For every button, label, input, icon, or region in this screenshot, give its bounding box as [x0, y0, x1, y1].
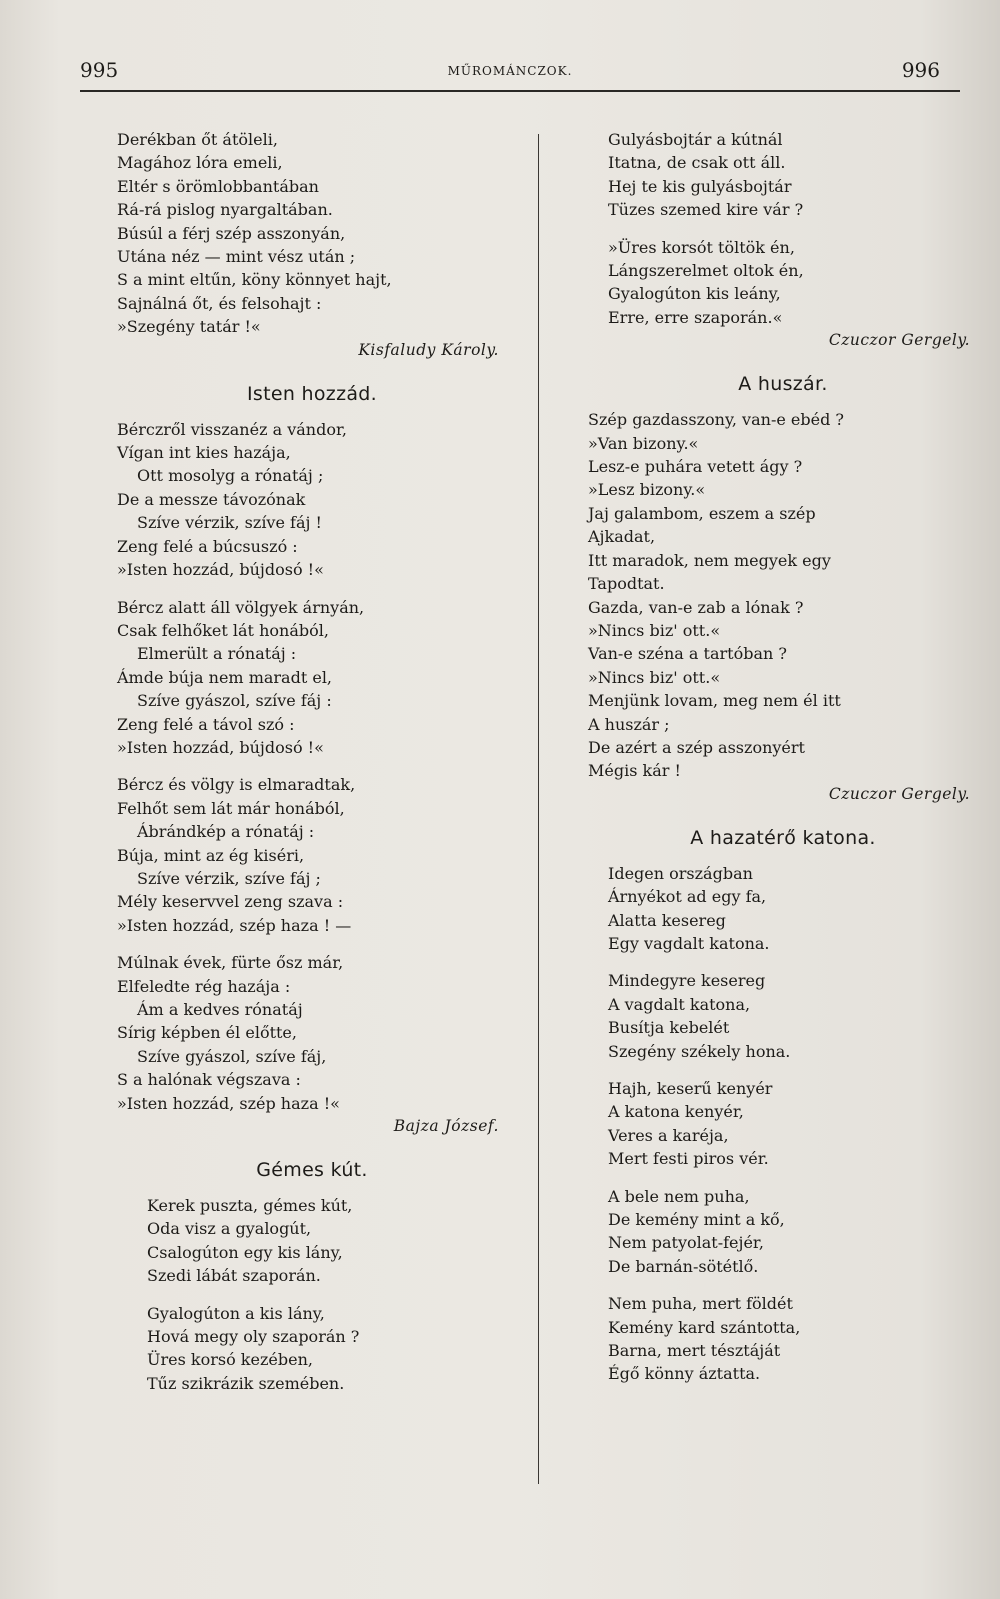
poem-gemes-kut — [117, 1156, 507, 1395]
poem-author: Czuczor Gergely. — [828, 331, 970, 350]
left-column — [117, 128, 507, 1395]
poem-line: De a messze távozónak — [117, 489, 306, 509]
stanza-gap — [117, 937, 507, 951]
poem-line: De kemény mint a kő, — [608, 1210, 785, 1230]
poem-line: Idegen országban — [608, 863, 753, 883]
poem-line: »Nincs biz' ott.« — [588, 620, 721, 640]
stanza-gap — [588, 1171, 978, 1185]
poem-line: »Szegény tatár !« — [117, 317, 261, 337]
poem-line: »Isten hozzád, szép haza !« — [117, 1093, 340, 1113]
poem-line: Ámde búja nem maradt el, — [117, 667, 333, 687]
poem-line: Elfeledte rég hazája : — [117, 976, 291, 996]
poem-line: Zeng felé a búcsuszó : — [117, 536, 298, 556]
poem-line: Szegény székely hona. — [608, 1041, 791, 1061]
poem-line: Égő könny áztatta. — [608, 1364, 761, 1384]
poem-line: »Van bizony.« — [588, 433, 699, 453]
poem-fragment — [117, 128, 507, 362]
poem-line: »Nincs biz' ott.« — [588, 667, 721, 687]
poem-line: A huszár ; — [588, 714, 670, 734]
page-number-right: 996 — [901, 58, 940, 82]
poem-line: »Isten hozzád, bújdosó !« — [117, 737, 324, 757]
stanza-gap — [588, 1063, 978, 1077]
poem-line: »Isten hozzád, bújdosó !« — [117, 560, 324, 580]
poem-line: Lángszerelmet oltok én, — [608, 261, 804, 281]
poem-line: Bérczről visszanéz a vándor, — [117, 419, 347, 439]
poem-line: Kemény kard szántotta, — [608, 1317, 801, 1337]
poem-line: Jaj galambom, eszem a szép — [588, 503, 816, 523]
poem-line: Sajnálná őt, és felsohajt : — [117, 293, 322, 313]
running-title: MŰROMÁNCZOK. — [447, 64, 573, 78]
poem-line: Itatna, de csak ott áll. — [608, 153, 786, 173]
poem-line: A bele nem puha, — [608, 1186, 750, 1206]
poem-line: Nem patyolat-fejér, — [608, 1233, 764, 1253]
poem-line: Veres a karéja, — [608, 1125, 729, 1145]
poem-line: Lesz-e puhára vetett ágy ? — [588, 457, 803, 477]
poem-line: Szíve gyászol, szíve fáj : — [137, 691, 332, 711]
poem-line: Bércz alatt áll völgyek árnyán, — [117, 597, 365, 617]
stanza-gap — [588, 955, 978, 969]
poem-line: Gyalogúton kis leány, — [608, 284, 781, 304]
stanza-gap — [117, 759, 507, 773]
poem-line: Szíve vérzik, szíve fáj ; — [137, 868, 321, 888]
poem-line: »Üres korsót töltök én, — [608, 237, 795, 257]
poem-line: Alatta kesereg — [608, 910, 726, 930]
poem-line: S a mint eltűn, köny könnyet hajt, — [117, 270, 392, 290]
poem-line: Itt maradok, nem megyek egy — [588, 550, 831, 570]
poem-author: Bajza József. — [393, 1117, 499, 1136]
poem-line: Mert festi piros vér. — [608, 1149, 769, 1169]
poem-title: Gémes kút. — [256, 1159, 368, 1182]
poem-line: Erre, erre szaporán.« — [608, 307, 783, 327]
poem-line: Hej te kis gulyásbojtár — [608, 176, 792, 196]
poem-line: Zeng felé a távol szó : — [117, 714, 295, 734]
poem-line: Bércz és völgy is elmaradtak, — [117, 775, 356, 795]
running-header — [80, 58, 940, 86]
poem-line: Csalogúton egy kis lány, — [147, 1242, 343, 1262]
poem-line: Mégis kár ! — [588, 761, 681, 781]
poem-gemes-kut-continued — [588, 128, 978, 352]
poem-line: Tűz szikrázik szemében. — [147, 1373, 345, 1393]
poem-line: Van-e széna a tartóban ? — [588, 644, 787, 664]
poem-line: Ábrándkép a rónatáj : — [137, 822, 315, 842]
poem-author: Kisfaludy Károly. — [358, 340, 499, 359]
column-divider — [538, 134, 539, 1484]
poem-line: Gazda, van-e zab a lónak ? — [588, 597, 804, 617]
poem-line: Gyalogúton a kis lány, — [147, 1303, 325, 1323]
poem-line: Szíve gyászol, szíve fáj, — [137, 1046, 327, 1066]
poem-line: Hajh, keserű kenyér — [608, 1079, 773, 1098]
right-column — [588, 128, 978, 1386]
header-rule — [80, 90, 960, 92]
stanza-gap — [117, 1288, 507, 1302]
poem-line: Oda visz a gyalogút, — [147, 1219, 312, 1239]
poem-line: Búsúl a férj szép asszonyán, — [117, 223, 346, 243]
poem-line: Derékban őt átöleli, — [117, 130, 278, 149]
poem-line: Üres korsó kezében, — [147, 1350, 313, 1370]
poem-line: Csak felhőket lát honából, — [117, 620, 329, 640]
poem-line: Utána néz — mint vész után ; — [117, 247, 356, 267]
poem-title: Isten hozzád. — [247, 382, 377, 405]
poem-line: Magához lóra emeli, — [117, 153, 283, 173]
poem-line: Sírig képben él előtte, — [117, 1023, 297, 1043]
poem-line: Ám a kedves rónatáj — [137, 1000, 303, 1019]
poem-a-huszar — [588, 370, 978, 806]
poem-line: Barna, mert tésztáját — [608, 1341, 781, 1361]
poem-title: A hazatérő katona. — [690, 826, 876, 849]
poem-line: Tapodtat. — [588, 574, 665, 594]
poem-line: Árnyékot ad egy fa, — [608, 887, 767, 907]
poem-line: Elmerült a rónatáj : — [137, 644, 297, 664]
poem-line: Hová megy oly szaporán ? — [147, 1327, 360, 1347]
poem-line: »Lesz bizony.« — [588, 480, 706, 500]
poem-line: Vígan int kies hazája, — [117, 443, 291, 463]
poem-line: Egy vagdalt katona. — [608, 933, 770, 953]
poem-line: A katona kenyér, — [608, 1102, 744, 1122]
poem-line: De azért a szép asszonyért — [588, 737, 805, 757]
poem-line: Szíve vérzik, szíve fáj ! — [137, 513, 322, 533]
poem-line: Gulyásbojtár a kútnál — [608, 130, 783, 149]
stanza-gap — [117, 582, 507, 596]
poem-line: Menjünk lovam, meg nem él itt — [588, 691, 841, 711]
poem-title: A huszár. — [738, 373, 828, 396]
poem-a-hazatero-katona — [588, 824, 978, 1386]
poem-line: Nem puha, mert földét — [608, 1294, 793, 1314]
poem-line: Mindegyre kesereg — [608, 971, 766, 991]
poem-line: Kerek puszta, gémes kút, — [147, 1196, 353, 1216]
poem-line: »Isten hozzád, szép haza ! — — [117, 915, 352, 935]
poem-isten-hozzad — [117, 380, 507, 1138]
poem-line: Tüzes szemed kire vár ? — [608, 200, 804, 220]
poem-line: Mély keservvel zeng szava : — [117, 892, 344, 912]
poem-line: Eltér s örömlobbantában — [117, 176, 319, 196]
poem-line: Szedi lábát szaporán. — [147, 1266, 321, 1286]
poem-line: Rá-rá pislog nyargaltában. — [117, 200, 333, 220]
poem-line: S a halónak végszava : — [117, 1070, 301, 1090]
poem-author: Czuczor Gergely. — [828, 784, 970, 803]
page-number-left: 995 — [80, 58, 119, 82]
poem-line: Búja, mint az ég kiséri, — [117, 845, 305, 865]
stanza-gap — [588, 222, 978, 236]
poem-line: A vagdalt katona, — [608, 994, 751, 1014]
poem-line: Ajkadat, — [588, 527, 656, 547]
poem-line: Ott mosolyg a rónatáj ; — [137, 466, 324, 486]
poem-line: Szép gazdasszony, van-e ebéd ? — [588, 410, 844, 430]
poem-line: Múlnak évek, fürte ősz már, — [117, 953, 344, 973]
poem-line: Busítja kebelét — [608, 1018, 730, 1038]
stanza-gap — [588, 1278, 978, 1292]
poem-line: Felhőt sem lát már honából, — [117, 798, 345, 818]
poem-line: De barnán-sötétlő. — [608, 1256, 759, 1276]
